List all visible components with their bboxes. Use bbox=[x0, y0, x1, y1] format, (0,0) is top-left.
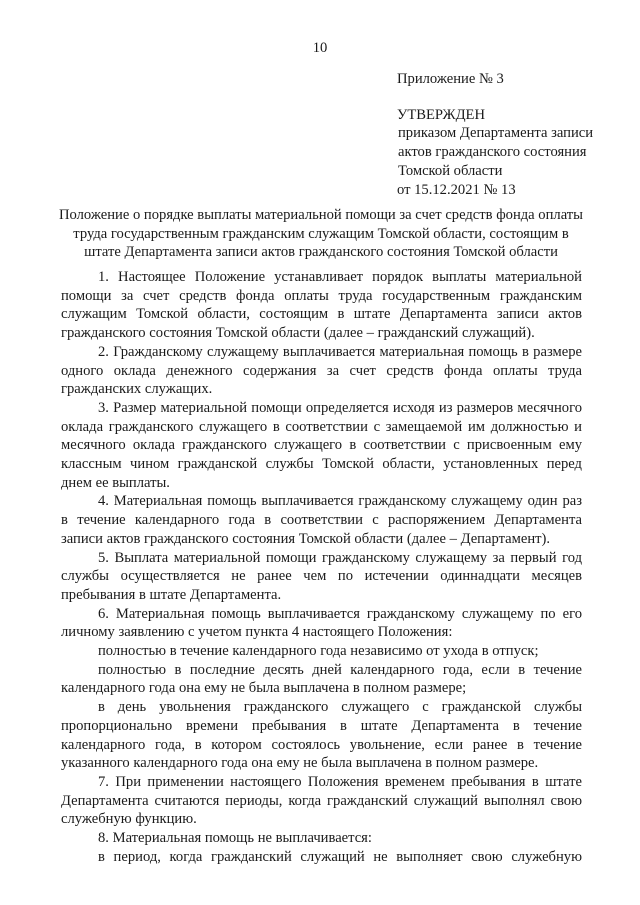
approved-heading: УТВЕРЖДЕН bbox=[397, 106, 485, 123]
approval-date-line: от 15.12.2021 № 13 bbox=[397, 181, 516, 198]
paragraph: 3. Размер материальной помощи определяется исходя из размеров месячного оклада гражданского служащего в соответствии с замещаемой им должностью и месячного оклада гражданского служащего в соответствии с присвоенным ему классным чином гражданской службы Томской области, установленных перед днем ее выплаты. bbox=[61, 399, 582, 491]
approval-block bbox=[397, 70, 632, 199]
document-title: Положение о порядке выплаты материальной помощи за счет средств фонда оплаты труда государственным гражданским служащим Томской области, состоящим в штате Департамента записи актов гражданского состояния Томской области bbox=[59, 207, 583, 261]
paragraph: 4. Материальная помощь выплачивается гражданскому служащему один раз в течение календарного года в соответствии с распоряжением Департамента записи актов гражданского состояния Томской области (далее – Департамент). bbox=[61, 493, 582, 547]
approval-line: актов гражданского состояния bbox=[398, 144, 587, 161]
paragraph: 1. Настоящее Положение устанавливает порядок выплаты материальной помощи за счет средств фонда оплаты труда государственным гражданским служащим Томской области, состоящим в штате Департамента записи актов гражданского состояния Томской области (далее – гражданский служащий). bbox=[61, 269, 582, 342]
document-body bbox=[61, 268, 582, 867]
paragraph: 7. При применении настоящего Положения временем пребывания в штате Департамента считаются периоды, когда гражданский служащий выполнял свою служебную функцию. bbox=[61, 773, 582, 828]
paragraph: 6. Материальная помощь выплачивается гражданскому служащему по его личному заявлению с учетом пункта 4 настоящего Положения: bbox=[61, 605, 582, 641]
approval-line: Томской области bbox=[398, 162, 503, 179]
approval-line: приказом Департамента записи bbox=[398, 125, 594, 142]
paragraph: в день увольнения гражданского служащего с гражданской службы пропорционально времени пребывания в штате Департамента в течение календарного года, в котором состоялось увольнение, если ранее в течение указанного календарного года она ему не была выплачена в полном размере. bbox=[61, 699, 582, 772]
paragraph: полностью в последние десять дней календарного года, если в течение календарного года она ему не была выплачена в полном размере; bbox=[61, 661, 582, 697]
appendix-label: Приложение № 3 bbox=[397, 71, 504, 87]
paragraph: 2. Гражданскому служащему выплачивается материальная помощь в размере одного оклада денежного содержания за счет средств фонда оплаты труда гражданских служащих. bbox=[61, 343, 582, 398]
paragraph: в период, когда гражданский служащий не выполняет свою служебную bbox=[98, 848, 582, 865]
paragraph: полностью в течение календарного года независимо от ухода в отпуск; bbox=[98, 643, 539, 660]
page-number: 10 bbox=[312, 40, 328, 56]
paragraph: 8. Материальная помощь не выплачивается: bbox=[98, 830, 372, 847]
paragraph: 5. Выплата материальной помощи гражданскому служащему за первый год службы осуществляется не ранее чем по истечении одиннадцати месяцев пребывания в штате Департамента. bbox=[61, 549, 582, 603]
